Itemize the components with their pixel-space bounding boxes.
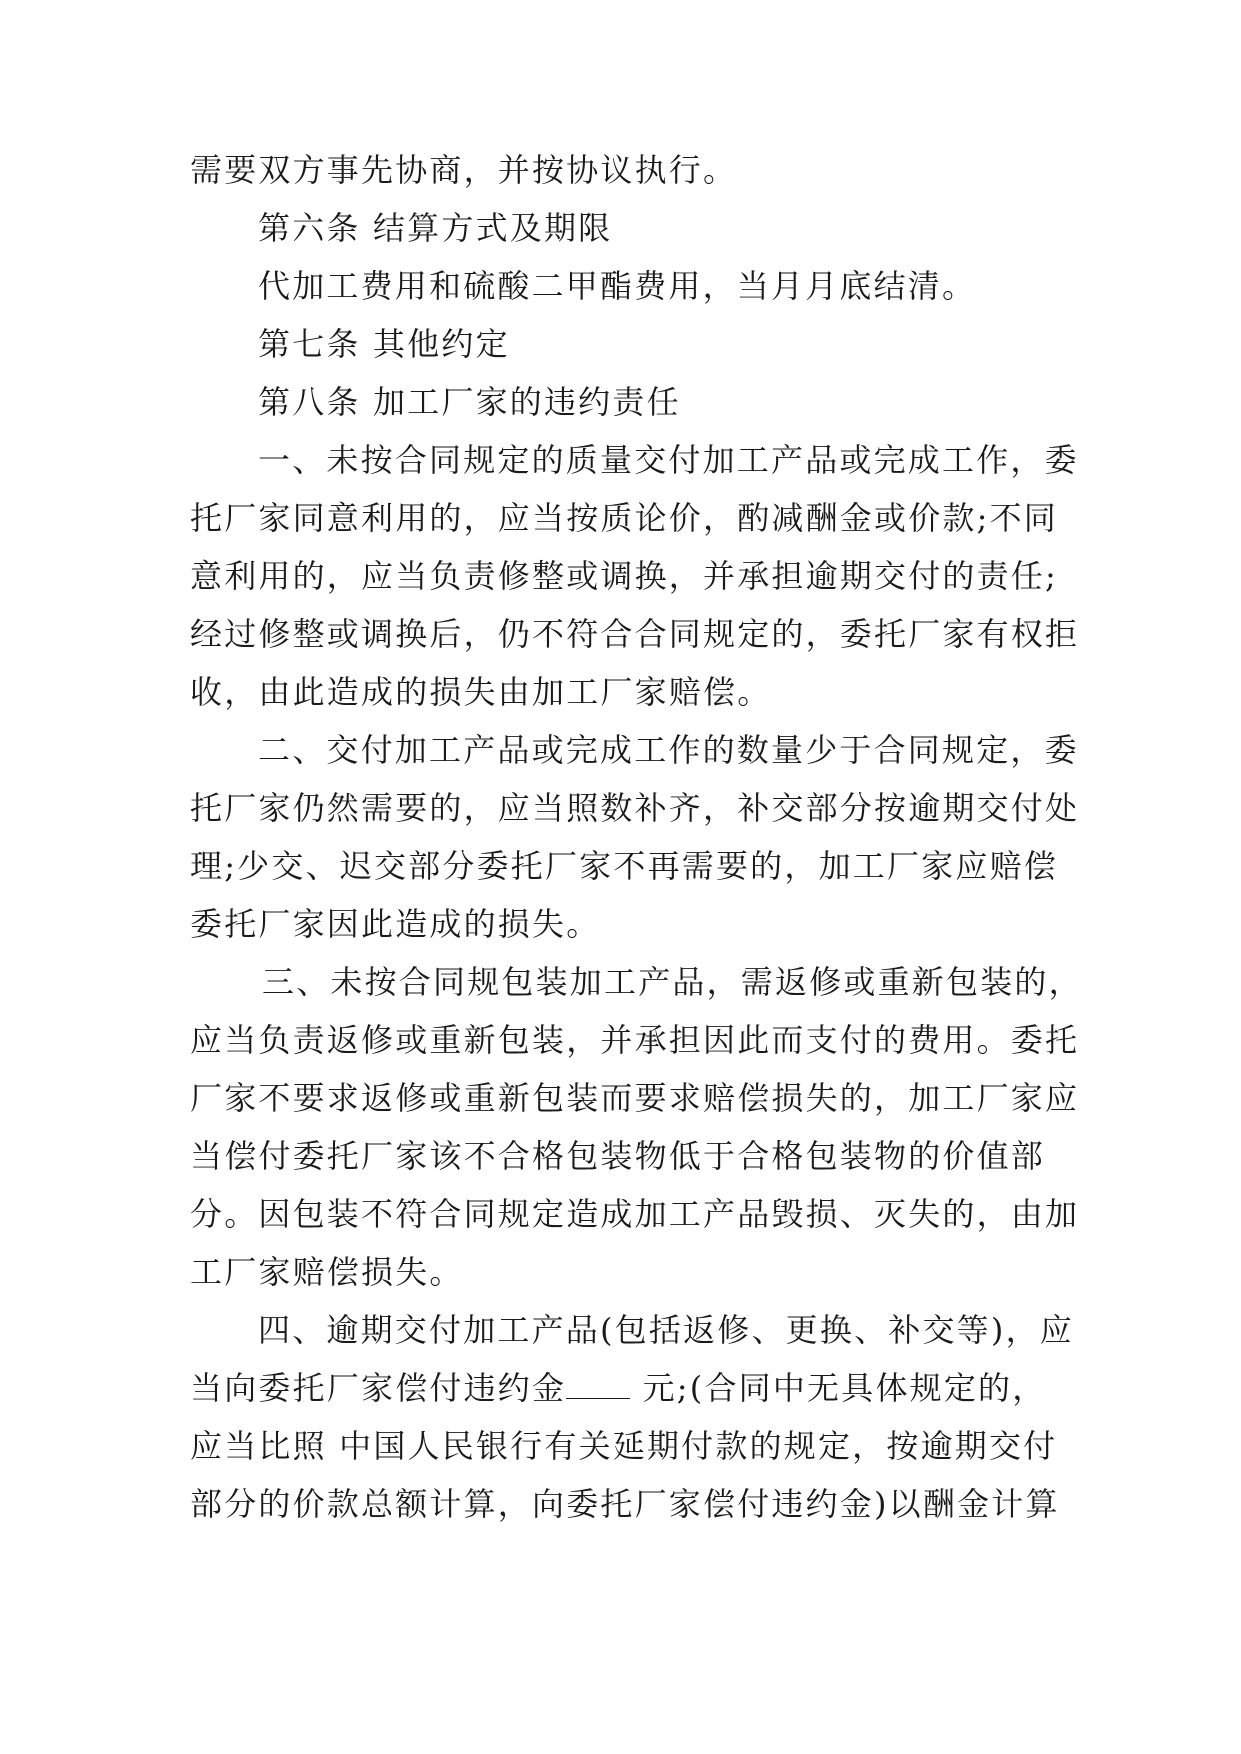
paragraph-line: 托厂家同意利用的，应当按质论价，酌减酬金或价款;不同 — [190, 499, 1058, 537]
text-segment: 元;(合同中无具体规定的， — [642, 1369, 1047, 1407]
paragraph-line: 三、未按合同规包装加工产品，需返修或重新包装的， — [262, 963, 1083, 1001]
paragraph-line: 意利用的，应当负责修整或调换，并承担逾期交付的责任; — [190, 557, 1058, 595]
paragraph-line: 经过修整或调换后，仍不符合合同规定的，委托厂家有权拒 — [190, 615, 1080, 653]
paragraph-line: 代加工费用和硫酸二甲酯费用，当月月底结清。 — [258, 267, 977, 305]
paragraph-line: 四、逾期交付加工产品(包括返修、更换、补交等)，应 — [258, 1311, 1074, 1349]
paragraph-line: 当偿付委托厂家该不合格包装物低于合格包装物的价值部 — [190, 1137, 1046, 1175]
paragraph-line: 厂家不要求返修或重新包装而要求赔偿损失的，加工厂家应 — [190, 1079, 1080, 1117]
paragraph-line: 托厂家仍然需要的，应当照数补齐，补交部分按逾期交付处 — [190, 789, 1080, 827]
fill-in-blank — [566, 1374, 630, 1399]
paragraph-line: 分。因包装不符合同规定造成加工产品毁损、灭失的，由加 — [190, 1195, 1080, 1233]
paragraph-line: 一、未按合同规定的质量交付加工产品或完成工作，委 — [258, 441, 1079, 479]
section-heading-7: 第七条 其他约定 — [258, 325, 510, 363]
text-segment: 当向委托厂家偿付违约金 — [190, 1369, 567, 1407]
section-heading-6: 第六条 结算方式及期限 — [258, 209, 613, 247]
paragraph-line: 二、交付加工产品或完成工作的数量少于合同规定，委 — [258, 731, 1079, 769]
paragraph-line: 收，由此造成的损失由加工厂家赔偿。 — [190, 673, 772, 711]
paragraph-line-with-blank — [190, 1368, 1070, 1408]
paragraph-line: 应当负责返修或重新包装，并承担因此而支付的费用。委托 — [190, 1021, 1080, 1059]
paragraph-line: 需要双方事先协商，并按协议执行。 — [190, 151, 738, 189]
paragraph-line: 应当比照 中国人民银行有关延期付款的规定，按逾期交付 — [190, 1427, 1058, 1465]
section-heading-8: 第八条 加工厂家的违约责任 — [258, 383, 681, 421]
paragraph-line: 委托厂家因此造成的损失。 — [190, 905, 601, 943]
paragraph-line: 部分的价款总额计算，向委托厂家偿付违约金)以酬金计算 — [190, 1485, 1060, 1523]
paragraph-line: 工厂家赔偿损失。 — [190, 1253, 464, 1291]
paragraph-line: 理;少交、迟交部分委托厂家不再需要的，加工厂家应赔偿 — [190, 847, 1058, 885]
